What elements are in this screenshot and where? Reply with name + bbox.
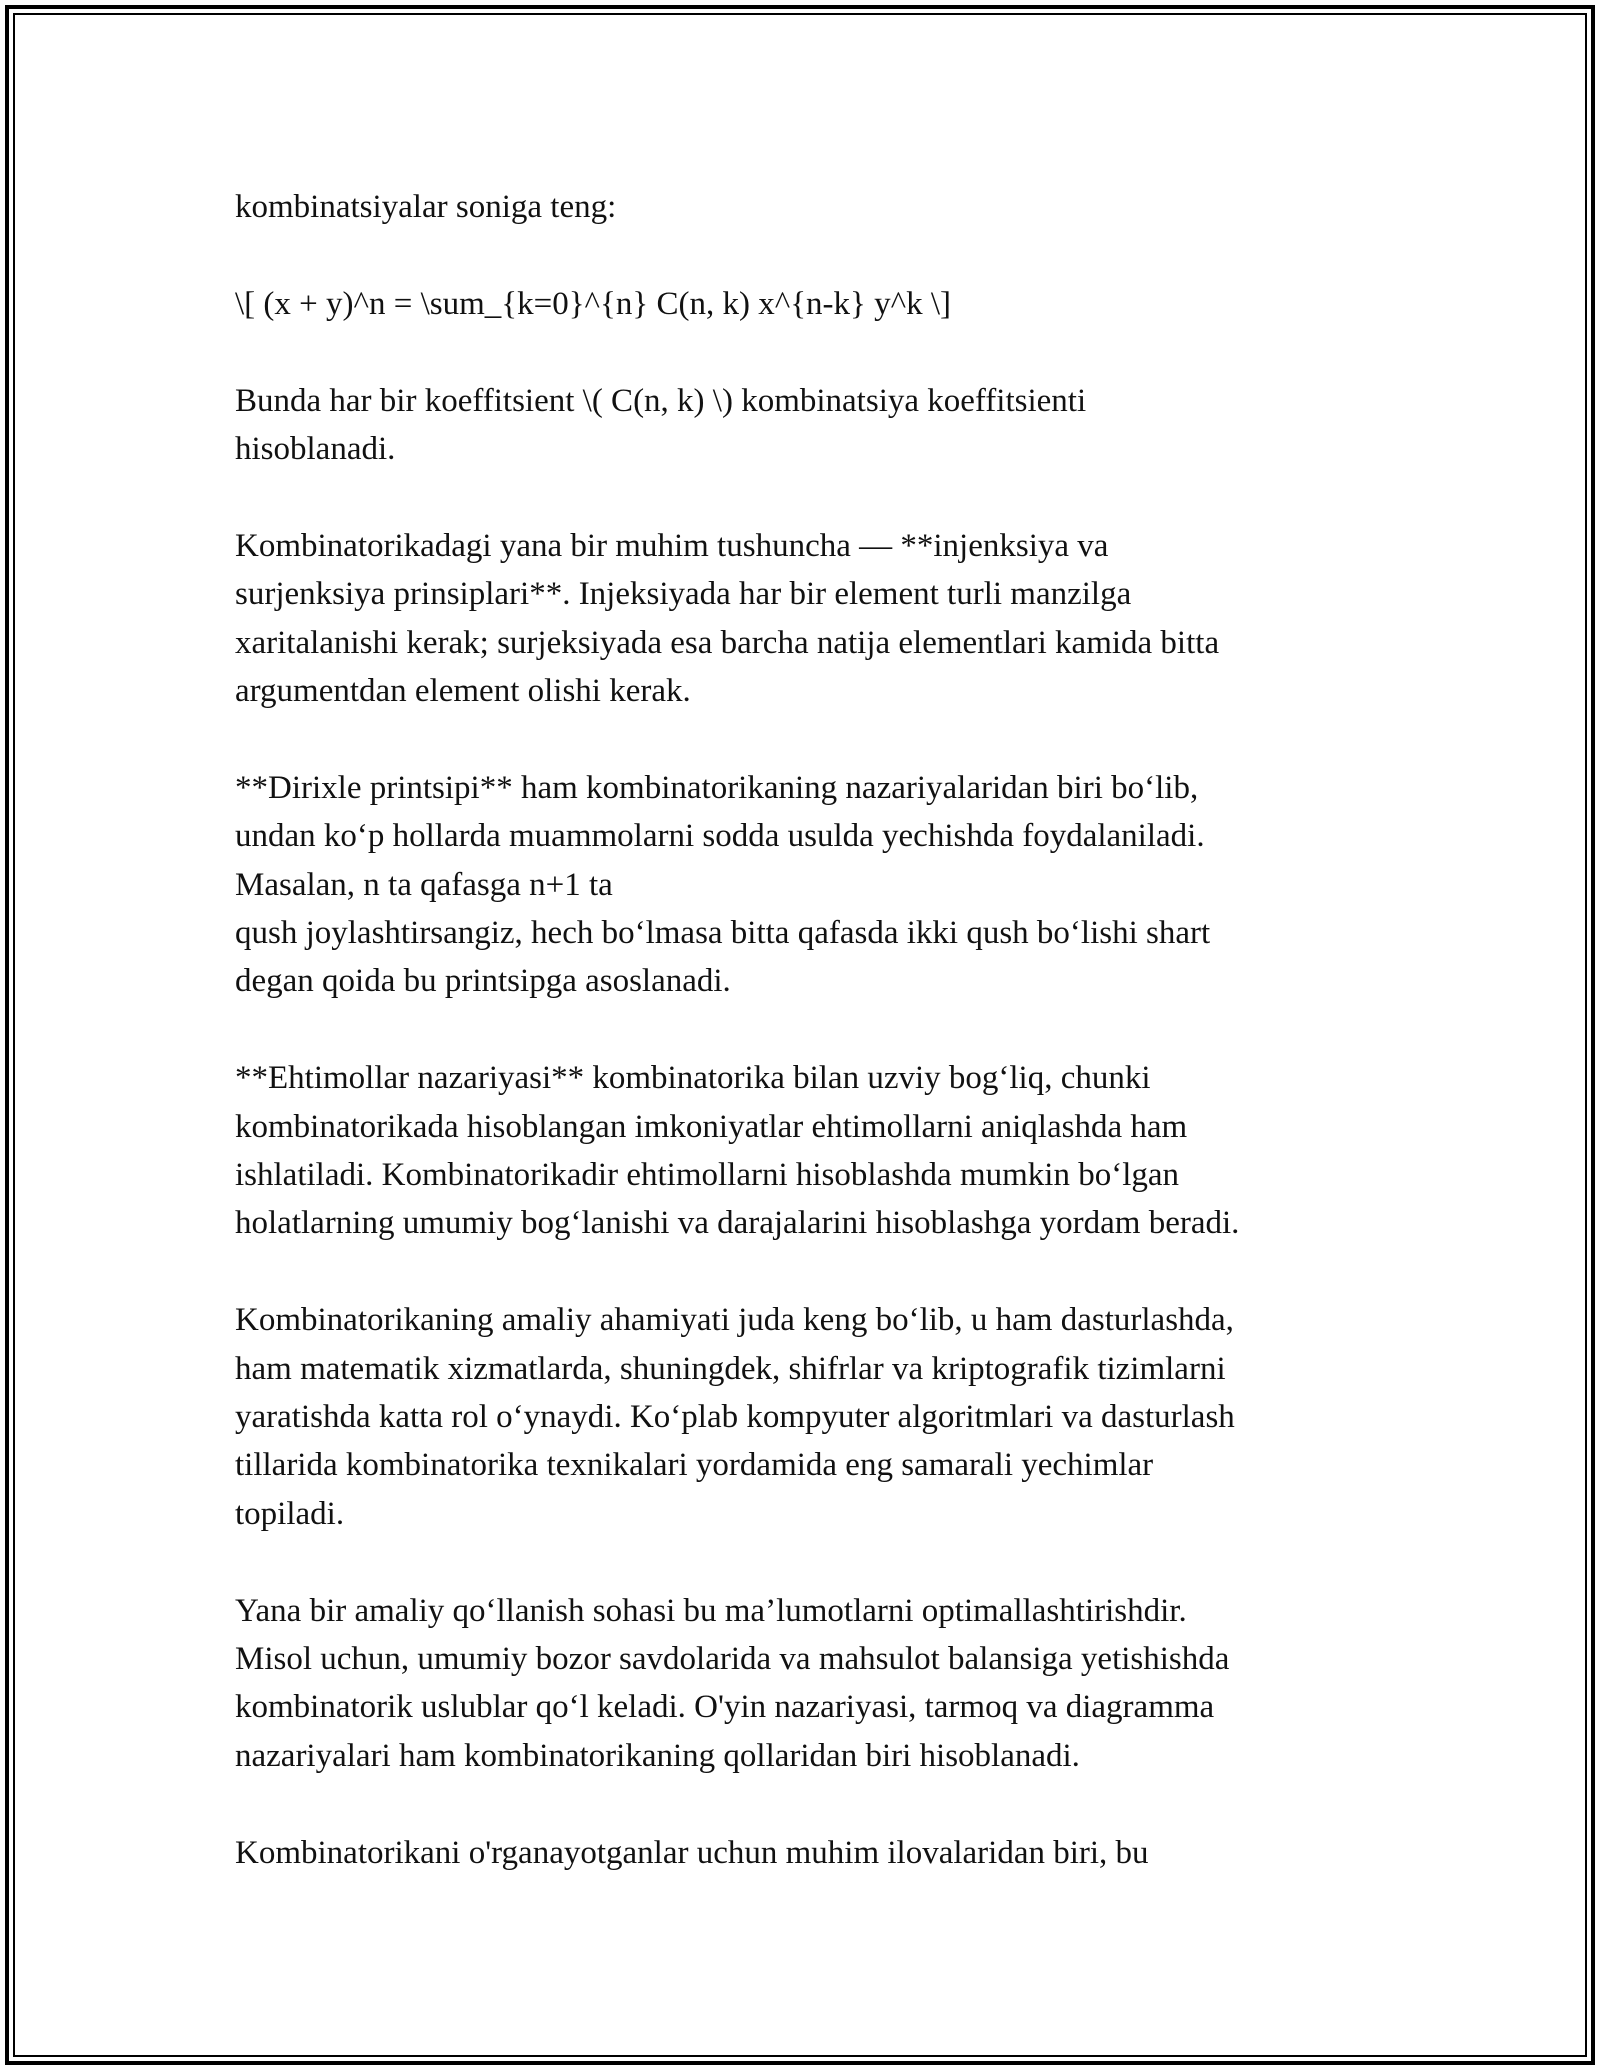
paragraph	[235, 1296, 1365, 1538]
paragraph	[235, 183, 1365, 231]
formula-paragraph	[235, 280, 1365, 328]
text-line: topiladi.	[235, 1495, 345, 1532]
text-line: Misol uchun, umumiy bozor savdolarida va mahsulot balansiga yetishishda	[235, 1641, 1230, 1678]
paragraph	[235, 1829, 1365, 1877]
text-line: yaratishda katta rol o‘ynaydi. Ko‘plab kompyuter algoritmlari va dasturlash	[235, 1399, 1235, 1436]
document-body	[235, 183, 1365, 1925]
text-line: ham matematik xizmatlarda, shuningdek, shifrlar va kriptografik tizimlarni	[235, 1350, 1226, 1387]
text-line: qush joylashtirsangiz, hech bo‘lmasa bitta qafasda ikki qush bo‘lishi shart	[235, 915, 1211, 952]
text-line: hisoblanadi.	[235, 431, 396, 467]
paragraph	[235, 522, 1365, 716]
text-line: degan qoida bu printsipga asoslanadi.	[235, 963, 731, 1000]
text-line: **Ehtimollar nazariyasi** kombinatorika bilan uzviy bog‘liq, chunki	[235, 1060, 1151, 1097]
text-line: Bunda har bir koeffitsient \( C(n, k) \) kombinatsiya koeffitsienti	[235, 382, 1087, 419]
paragraph	[235, 764, 1365, 1006]
text-line: holatlarning umumiy bog‘lanishi va darajalarini hisoblashga yordam beradi.	[235, 1205, 1240, 1242]
text-line: Kombinatorikaning amaliy ahamiyati juda keng bo‘lib, u ham dasturlashda,	[235, 1302, 1234, 1339]
paragraph	[235, 377, 1365, 474]
formula-line: \[ (x + y)^n = \sum_{k=0}^{n} C(n, k) x^{n-k} y^k \]	[235, 285, 952, 322]
text-line: argumentdan element olishi kerak.	[235, 673, 691, 710]
paragraph	[235, 1054, 1365, 1248]
text-line: Masalan, n ta qafasga n+1 ta	[235, 866, 613, 903]
paragraph	[235, 1587, 1365, 1781]
text-line: Kombinatorikani o'rganayotganlar uchun muhim ilovalaridan biri, bu	[235, 1834, 1149, 1871]
text-line: xaritalanishi kerak; surjeksiyada esa barcha natija elementlari kamida bitta	[235, 624, 1220, 661]
text-line: surjenksiya prinsiplari**. Injeksiyada har bir element turli manzilga	[235, 576, 1132, 613]
text-line: kombinatsiyalar soniga teng:	[235, 189, 617, 225]
text-line: ishlatiladi. Kombinatorikadir ehtimollarni hisoblashda mumkin bo‘lgan	[235, 1157, 1180, 1194]
text-line: kombinatorikada hisoblangan imkoniyatlar ehtimollarni aniqlashda ham	[235, 1108, 1188, 1145]
text-line: tillarida kombinatorika texnikalari yordamida eng samarali yechimlar	[235, 1447, 1154, 1484]
text-line: kombinatorik uslublar qo‘l keladi. O'yin nazariyasi, tarmoq va diagramma	[235, 1689, 1215, 1726]
text-line: nazariyalari ham kombinatorikaning qollaridan biri hisoblanadi.	[235, 1737, 1080, 1774]
text-line: Yana bir amaliy qo‘llanish sohasi bu ma’lumotlarni optimallashtirishdir.	[235, 1592, 1187, 1629]
text-line: Kombinatorikadagi yana bir muhim tushuncha — **injenksiya va	[235, 527, 1109, 564]
text-line: undan ko‘p hollarda muammolarni sodda usulda yechishda foydalaniladi.	[235, 818, 1205, 855]
text-line: **Dirixle printsipi** ham kombinatorikaning nazariyalaridan biri bo‘lib,	[235, 769, 1199, 806]
